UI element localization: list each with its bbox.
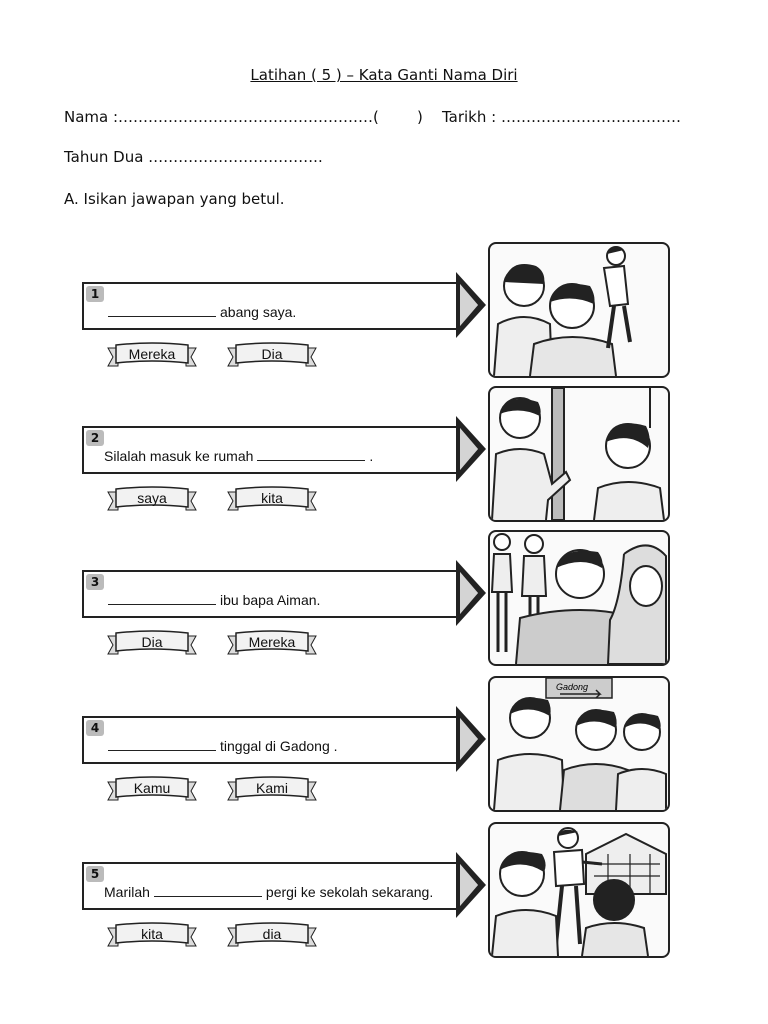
question-box [82, 716, 460, 764]
answer-blank[interactable] [108, 312, 216, 317]
question-number: 5 [86, 866, 104, 882]
answer-option-2a[interactable]: saya [106, 486, 198, 514]
instruction: A. Isikan jawapan yang betul. [64, 190, 285, 208]
question-sentence: Silalah masuk ke rumah . [104, 448, 374, 464]
question-sentence: ibu bapa Aiman. [104, 592, 320, 608]
answer-option-5a[interactable]: kita [106, 922, 198, 950]
illustration-boy-at-door [488, 386, 670, 522]
question-number: 1 [86, 286, 104, 302]
answer-option-1a[interactable]: Mereka [106, 342, 198, 370]
question-sentence: abang saya. [104, 304, 296, 320]
answer-option-3b[interactable]: Mereka [226, 630, 318, 658]
question-row-4 [66, 668, 678, 808]
question-sentence: tinggal di Gadong . [104, 738, 338, 754]
question-number: 4 [86, 720, 104, 736]
question-number: 3 [86, 574, 104, 590]
answer-blank[interactable] [154, 892, 262, 897]
gadong-sign-text: Gadong [556, 682, 589, 692]
pointer-arrow-icon [454, 704, 488, 774]
illustration-three-boys-gadong-sign [488, 676, 670, 812]
answer-blank[interactable] [108, 746, 216, 751]
question-box [82, 570, 460, 618]
illustration-boys-to-school [488, 822, 670, 958]
pointer-arrow-icon [454, 270, 488, 340]
pointer-arrow-icon [454, 558, 488, 628]
answer-option-3a[interactable]: Dia [106, 630, 198, 658]
question-box [82, 862, 460, 910]
question-sentence: Marilah pergi ke sekolah sekarang. [104, 884, 434, 900]
exercise-sheet [66, 228, 678, 964]
illustration-family [488, 530, 670, 666]
class-line: Tahun Dua …………………………….. [64, 148, 323, 166]
illustration-two-boys-and-brother [488, 242, 670, 378]
question-row-5 [66, 814, 678, 954]
question-box [82, 426, 460, 474]
answer-blank[interactable] [108, 600, 216, 605]
answer-option-4b[interactable]: Kami [226, 776, 318, 804]
answer-option-5b[interactable]: dia [226, 922, 318, 950]
pointer-arrow-icon [454, 850, 488, 920]
name-date-line: Nama :……………………………………………( ) Tarikh : ……………………………… [64, 108, 681, 126]
question-row-2 [66, 378, 678, 518]
pointer-arrow-icon [454, 414, 488, 484]
answer-option-4a[interactable]: Kamu [106, 776, 198, 804]
question-row-1 [66, 234, 678, 374]
question-box [82, 282, 460, 330]
answer-blank[interactable] [257, 456, 365, 461]
answer-option-2b[interactable]: kita [226, 486, 318, 514]
answer-option-1b[interactable]: Dia [226, 342, 318, 370]
worksheet-title: Latihan ( 5 ) – Kata Ganti Nama Diri [250, 66, 518, 84]
question-number: 2 [86, 430, 104, 446]
question-row-3 [66, 522, 678, 662]
